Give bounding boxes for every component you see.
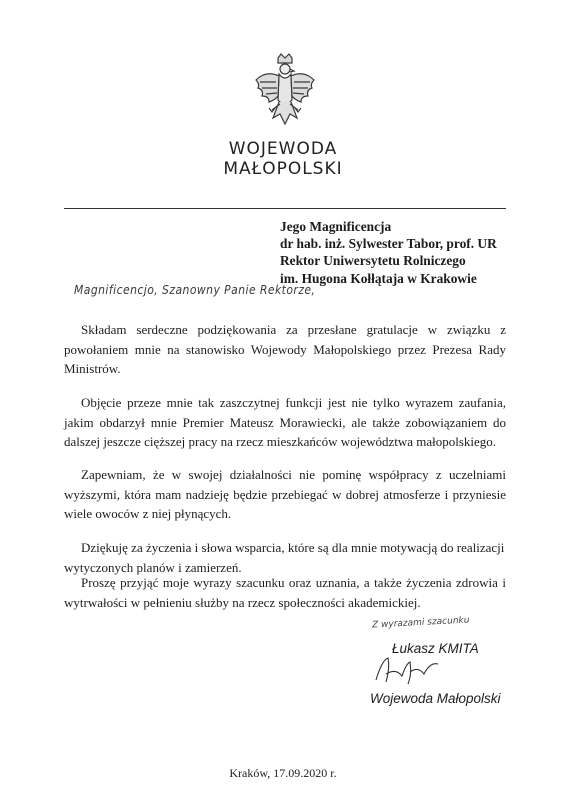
body-paragraph-4: Dziękuję za życzenia i słowa wsparcia, które są dla mnie motywacją do realizacji wytyczonych planów i zamierzeń. bbox=[64, 540, 505, 575]
addressee-line1: Jego Magnificencja bbox=[280, 219, 392, 234]
addressee-line2: dr hab. inż. Sylwester Tabor, prof. UR bbox=[280, 236, 497, 251]
addressee-line3: Rektor Uniwersytetu Rolniczego bbox=[280, 253, 466, 268]
header-title-line1: WOJEWODA bbox=[228, 139, 338, 159]
handwritten-greeting: Magnificencjo, Szanowny Panie Rektorze, bbox=[74, 283, 316, 297]
body-paragraph-5: Proszę przyjąć moje wyrazy szacunku oraz uznania, a także życzenia zdrowia i wytrwałości w pełnieniu służby na rzecz społeczności akademickiej. bbox=[64, 575, 506, 610]
header-title-line2: MAŁOPOLSKI bbox=[223, 159, 343, 179]
body-paragraph-1: Składam serdeczne podziękowania za przesłane gratulacje w związku z powołaniem mnie na stanowisko Wojewody Małopolskiego przez Prezesa Rady Ministrów. bbox=[64, 322, 506, 376]
body-paragraph-3: Zapewniam, że w swojej działalności nie pominę współpracy z uczelniami wyższymi, która mam nadzieję będzie przebiegać w dobrej atmosferze i przyniesie wiele owoców z niej płynących. bbox=[64, 467, 506, 521]
handwritten-closing-note: Z wyrazami szacunku bbox=[371, 615, 470, 631]
handwritten-signature bbox=[372, 654, 452, 688]
white-eagle-emblem-icon bbox=[252, 52, 318, 136]
signer-name: Łukasz KMITA bbox=[392, 641, 479, 656]
body-paragraph-2: Objęcie przeze mnie tak zaszczytnej funkcji jest nie tylko wyrazem zaufania, jakim obdarzył mnie Premier Mateusz Morawiecki, ale także zobowiązaniem do dalszej jeszcze cięższej pracy na rzecz mieszkańców województwa małopolskiego. bbox=[64, 395, 506, 449]
addressee-line4: im. Hugona Kołłątaja w Krakowie bbox=[280, 271, 477, 286]
header-divider bbox=[64, 208, 506, 209]
signer-title: Wojewoda Małopolski bbox=[370, 691, 501, 706]
place-and-date: Kraków, 17.09.2020 r. bbox=[229, 766, 337, 780]
